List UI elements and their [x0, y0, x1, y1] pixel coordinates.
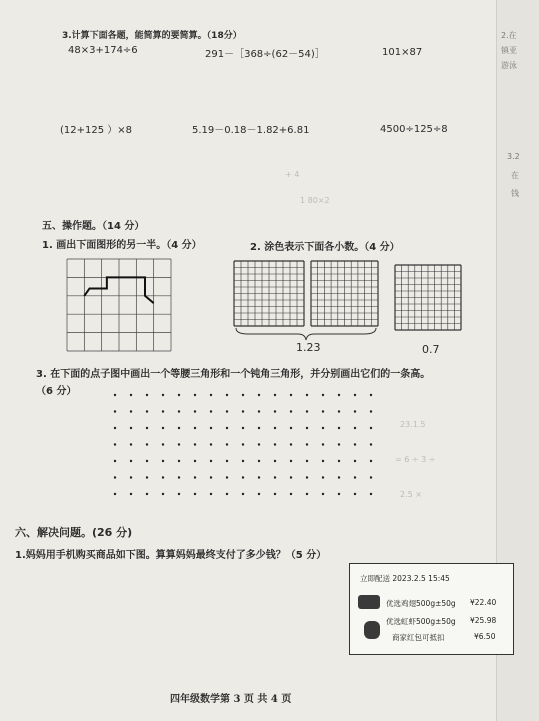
- chicken-wings-image: [358, 595, 380, 609]
- dot: [322, 394, 324, 396]
- dot: [242, 476, 244, 478]
- dot: [162, 394, 164, 396]
- dot: [322, 427, 324, 429]
- dot: [338, 460, 340, 462]
- calc-item: 48×3+174÷6: [68, 45, 138, 56]
- dot: [210, 410, 212, 412]
- dot: [354, 427, 356, 429]
- dot: [306, 394, 308, 396]
- dot: [146, 476, 148, 478]
- calc-item: 4500÷125÷8: [380, 124, 448, 135]
- dot: [370, 443, 372, 445]
- hundred-grid-a1: [234, 261, 304, 326]
- discount-price: ¥6.50: [474, 632, 496, 641]
- dot: [322, 493, 324, 495]
- exam-page: 2.在 镇亚 游泳 3.2 在 钱 + 4 1 80×2 23.1.5 = 6 ÷ 3 ÷ 2.5 × 3.计算下面各题，能简算的要简算。（18分） 48×3+174÷6 291－［368÷(62－54)］ 101×87 (12+125 ）×8 5.19－0.18－1.82+6.81 4500÷125÷8 五、操作题。（14 分） 1. 画出下面图形的另一半。（4 分） 2. 涂色表示下面各小数。（4 分） 1.23 0.7 3. 在下面的点子图中画出一个等腰三角形和一个钝角三角形，并分别画出它们的一条高。 （6 分） 六、解决问题。(26 分) 1.妈妈用手机购买商品如下图。算算妈妈最终支付了多少钱？（5 分） 立即配送 2023.2.5 15:45 优选鸡翅500g±50g ¥22.40 优选虹虾500g±50g ¥25.98 商家红包可抵扣 ¥6.50 四年级数学第 3 页 共 4 页: [0, 0, 539, 721]
- dot: [194, 443, 196, 445]
- dot: [114, 427, 116, 429]
- dot: [178, 460, 180, 462]
- dot: [162, 460, 164, 462]
- dot: [370, 460, 372, 462]
- dot: [226, 460, 228, 462]
- dot: [306, 460, 308, 462]
- dot: [194, 476, 196, 478]
- brace: [234, 327, 378, 341]
- receipt-header: 立即配送 2023.2.5 15:45: [360, 574, 450, 583]
- dot: [242, 394, 244, 396]
- dot: [258, 394, 260, 396]
- discount-name: 商家红包可抵扣: [392, 633, 445, 642]
- dot: [146, 443, 148, 445]
- dot: [130, 493, 132, 495]
- dot: [226, 394, 228, 396]
- section5-q2: 2. 涂色表示下面各小数。（4 分）: [250, 242, 400, 253]
- strip-text: 在: [511, 171, 519, 180]
- dot: [210, 493, 212, 495]
- dot: [274, 394, 276, 396]
- dot: [226, 427, 228, 429]
- section5-title: 五、操作题。（14 分）: [42, 221, 145, 232]
- hundred-grid-b: [395, 265, 461, 330]
- dot: [290, 427, 292, 429]
- dot: [274, 460, 276, 462]
- label-0-7: 0.7: [422, 343, 440, 356]
- dot: [146, 460, 148, 462]
- dot: [130, 427, 132, 429]
- dot: [242, 410, 244, 412]
- dot: [338, 443, 340, 445]
- dot: [178, 410, 180, 412]
- dot: [354, 476, 356, 478]
- dot: [210, 460, 212, 462]
- section5-q3-line1: 3. 在下面的点子图中画出一个等腰三角形和一个钝角三角形，并分别画出它们的一条高。: [36, 369, 431, 380]
- item-name: 优选鸡翅500g±50g: [386, 599, 456, 608]
- section6-title: 六、解决问题。(26 分): [15, 526, 133, 539]
- dot: [322, 410, 324, 412]
- dot: [338, 476, 340, 478]
- strip-text: 2.在: [501, 31, 517, 40]
- dot: [194, 460, 196, 462]
- dot: [146, 394, 148, 396]
- section6-q1: 1.妈妈用手机购买商品如下图。算算妈妈最终支付了多少钱？（5 分）: [15, 550, 327, 561]
- dot: [146, 410, 148, 412]
- dot: [114, 460, 116, 462]
- dot: [290, 394, 292, 396]
- calc-item: 101×87: [382, 47, 423, 58]
- dot: [354, 394, 356, 396]
- dot: [258, 476, 260, 478]
- dot: [290, 493, 292, 495]
- dot: [162, 476, 164, 478]
- dot: [242, 443, 244, 445]
- dot: [306, 476, 308, 478]
- dot: [370, 394, 372, 396]
- dot: [178, 394, 180, 396]
- dot: [130, 394, 132, 396]
- dot: [306, 493, 308, 495]
- strip-text: 游泳: [501, 61, 517, 70]
- dot: [258, 443, 260, 445]
- section5-q1: 1. 画出下面图形的另一半。（4 分）: [42, 240, 202, 251]
- dot: [194, 410, 196, 412]
- dot: [322, 443, 324, 445]
- dot: [146, 493, 148, 495]
- strip-text: 镇亚: [501, 46, 517, 55]
- dot: [178, 493, 180, 495]
- dot: [274, 443, 276, 445]
- dot: [178, 443, 180, 445]
- hundred-grid-a2: [311, 261, 378, 326]
- dot: [130, 476, 132, 478]
- strip-text: 钱: [511, 189, 519, 198]
- dot: [210, 427, 212, 429]
- dot: [338, 394, 340, 396]
- dot: [370, 493, 372, 495]
- dot: [194, 493, 196, 495]
- dot: [306, 410, 308, 412]
- dot: [242, 460, 244, 462]
- dot: [290, 443, 292, 445]
- dot: [162, 427, 164, 429]
- dot: [274, 410, 276, 412]
- symmetry-grid: [67, 259, 171, 351]
- strip-text: 3.2: [507, 152, 520, 161]
- dot: [194, 394, 196, 396]
- dot: [114, 493, 116, 495]
- q3-title: 3.计算下面各题，能简算的要简算。（18分）: [62, 31, 242, 41]
- dot: [274, 476, 276, 478]
- dot: [226, 476, 228, 478]
- dot: [370, 476, 372, 478]
- dot: [274, 493, 276, 495]
- dot: [210, 476, 212, 478]
- dot: [162, 410, 164, 412]
- dot: [258, 427, 260, 429]
- dot: [210, 394, 212, 396]
- dot: [290, 476, 292, 478]
- dot: [114, 394, 116, 396]
- dot: [130, 410, 132, 412]
- dot: [290, 410, 292, 412]
- shrimp-image: [364, 621, 380, 639]
- dot: [290, 460, 292, 462]
- dot: [162, 493, 164, 495]
- dot: [114, 410, 116, 412]
- dot: [114, 476, 116, 478]
- dot: [258, 493, 260, 495]
- dot: [338, 493, 340, 495]
- dot: [226, 443, 228, 445]
- dot: [338, 427, 340, 429]
- dot: [258, 460, 260, 462]
- page-footer: 四年级数学第 3 页 共 4 页: [170, 694, 292, 705]
- dot: [130, 443, 132, 445]
- dot: [162, 443, 164, 445]
- calc-item: 5.19－0.18－1.82+6.81: [192, 125, 310, 136]
- dot: [258, 410, 260, 412]
- dot: [306, 427, 308, 429]
- label-1-23: 1.23: [296, 341, 321, 354]
- item-price: ¥25.98: [470, 616, 497, 625]
- item-name: 优选虹虾500g±50g: [386, 617, 456, 626]
- dot: [338, 410, 340, 412]
- dot: [242, 493, 244, 495]
- dot-paper: [110, 392, 382, 504]
- dot: [226, 410, 228, 412]
- item-price: ¥22.40: [470, 598, 497, 607]
- dot: [354, 493, 356, 495]
- dot: [274, 427, 276, 429]
- dot: [130, 460, 132, 462]
- dot: [178, 427, 180, 429]
- dot: [354, 410, 356, 412]
- dot: [114, 443, 116, 445]
- calc-item: (12+125 ）×8: [60, 125, 133, 136]
- dot: [370, 427, 372, 429]
- shopping-receipt: [349, 563, 514, 655]
- dot: [306, 443, 308, 445]
- calc-item: 291－［368÷(62－54)］: [205, 49, 325, 60]
- dot: [146, 427, 148, 429]
- dot: [370, 410, 372, 412]
- dot: [178, 476, 180, 478]
- dot: [322, 460, 324, 462]
- dot: [226, 493, 228, 495]
- dot: [194, 427, 196, 429]
- dot: [242, 427, 244, 429]
- dot: [354, 460, 356, 462]
- section5-q3-line2: （6 分）: [36, 386, 77, 397]
- dot: [354, 443, 356, 445]
- dot: [322, 476, 324, 478]
- dot: [210, 443, 212, 445]
